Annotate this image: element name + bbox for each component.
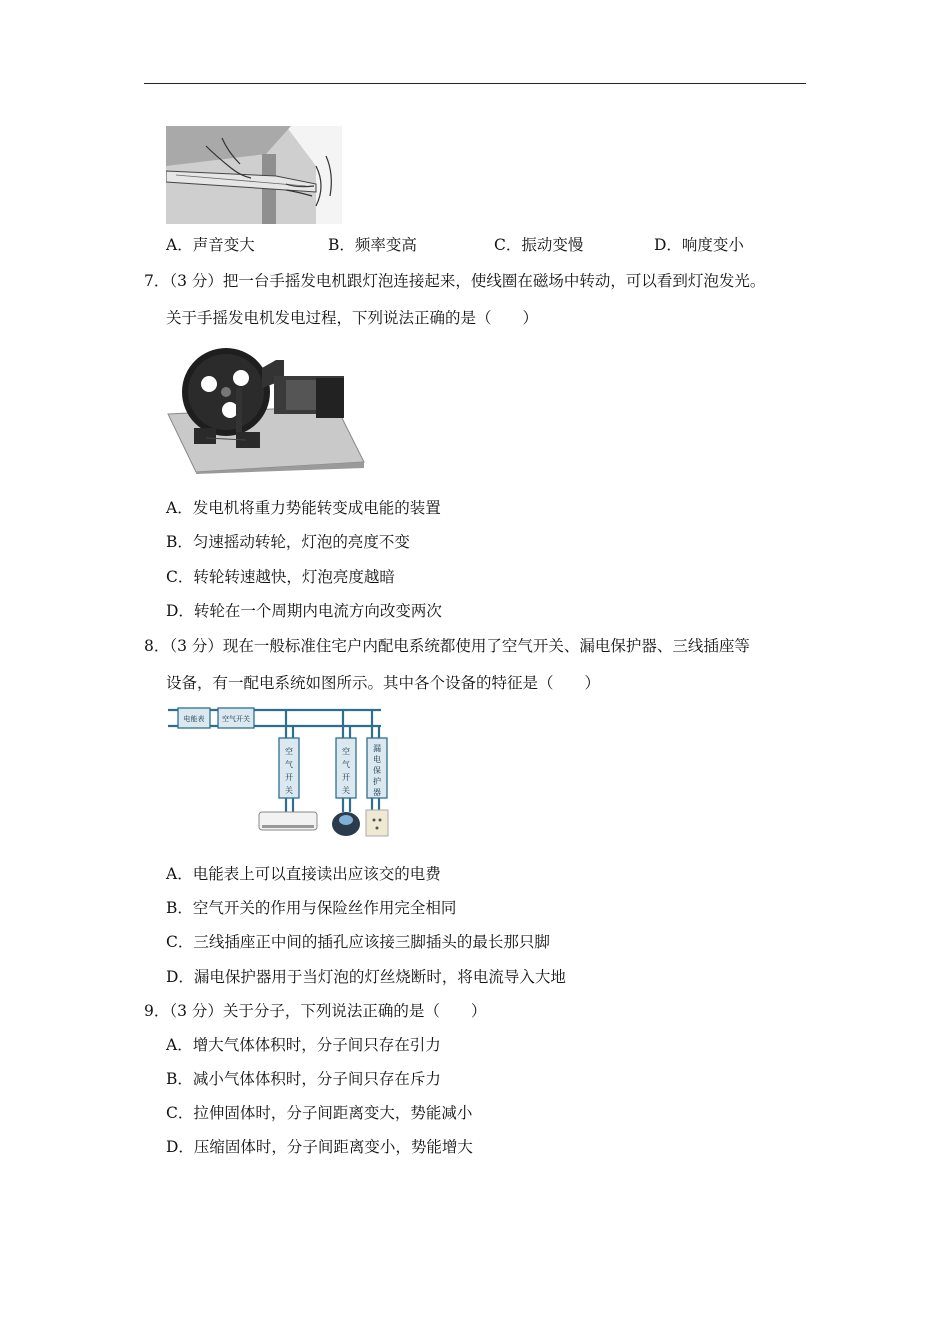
header-rule [144,83,806,84]
switch-1-label-c2: 气 [285,760,293,769]
q9-option-c[interactable]: C．拉伸固体时，分子间距离变大，势能减小 [166,1104,473,1122]
q9-stem-line1: 9．（3 分）关于分子，下列说法正确的是（ ） [144,1002,487,1020]
q8-option-d[interactable]: D．漏电保护器用于当灯泡的灯丝烧断时，将电流导入大地 [166,968,566,986]
switch-2-label-c2: 气 [342,760,350,769]
leak-label-c3: 保 [373,766,381,775]
q7-option-a[interactable]: A．发电机将重力势能转变成电能的装置 [166,499,441,517]
ruler-vibration-figure [166,126,342,224]
q7-option-b[interactable]: B．匀速摇动转轮，灯泡的亮度不变 [166,533,410,551]
air-conditioner-icon [259,812,317,830]
q6-option-d[interactable]: D．响度变小 [654,236,744,254]
switch-2-label-c3: 开 [342,773,350,782]
leak-label-c2: 电 [373,755,381,764]
distribution-system-diagram [166,704,391,838]
switch-1-label-c4: 关 [285,786,293,795]
q7-stem-line1: 7．（3 分）把一台手摇发电机跟灯泡连接起来，使线圈在磁场中转动，可以看到灯泡发光。 [144,272,766,290]
main-switch-label: 空气开关 [222,716,250,723]
q8-stem-line1: 8．（3 分）现在一般标准住宅户内配电系统都使用了空气开关、漏电保护器、三线插座等 [144,637,750,655]
leak-label-c1: 漏 [373,744,381,753]
leak-label-c5: 器 [373,788,381,797]
meter-label: 电能表 [183,716,205,723]
q8-option-a[interactable]: A．电能表上可以直接读出应该交的电费 [166,865,441,883]
q8-stem-line2: 设备，有一配电系统如图所示。其中各个设备的特征是（ ） [166,674,601,692]
q9-option-a[interactable]: A．增大气体体积时，分子间只存在引力 [166,1036,441,1054]
switch-1-label-c1: 空 [285,747,293,756]
q6-option-c[interactable]: C．振动变慢 [494,236,584,254]
hand-generator-figure [166,340,366,474]
q7-option-c[interactable]: C．转轮转速越快，灯泡亮度越暗 [166,568,395,586]
socket-icon [366,810,388,836]
switch-2-label-c4: 关 [342,786,350,795]
q6-option-b[interactable]: B．频率变高 [328,236,417,254]
switch-1-label-c3: 开 [285,773,293,782]
lamp-icon [332,812,360,836]
leak-label-c4: 护 [373,777,381,786]
switch-2-label-c1: 空 [342,747,350,756]
q6-option-a[interactable]: A．声音变大 [166,236,255,254]
q9-option-d[interactable]: D．压缩固体时，分子间距离变小，势能增大 [166,1138,473,1156]
q6-options [166,235,806,255]
q8-option-c[interactable]: C．三线插座正中间的插孔应该接三脚插头的最长那只脚 [166,933,550,951]
q7-option-d[interactable]: D．转轮在一个周期内电流方向改变两次 [166,602,442,620]
q7-stem-line2: 关于手摇发电机发电过程，下列说法正确的是（ ） [166,309,539,327]
q9-option-b[interactable]: B．减小气体体积时，分子间只存在斥力 [166,1070,441,1088]
q8-option-b[interactable]: B．空气开关的作用与保险丝作用完全相同 [166,899,457,917]
